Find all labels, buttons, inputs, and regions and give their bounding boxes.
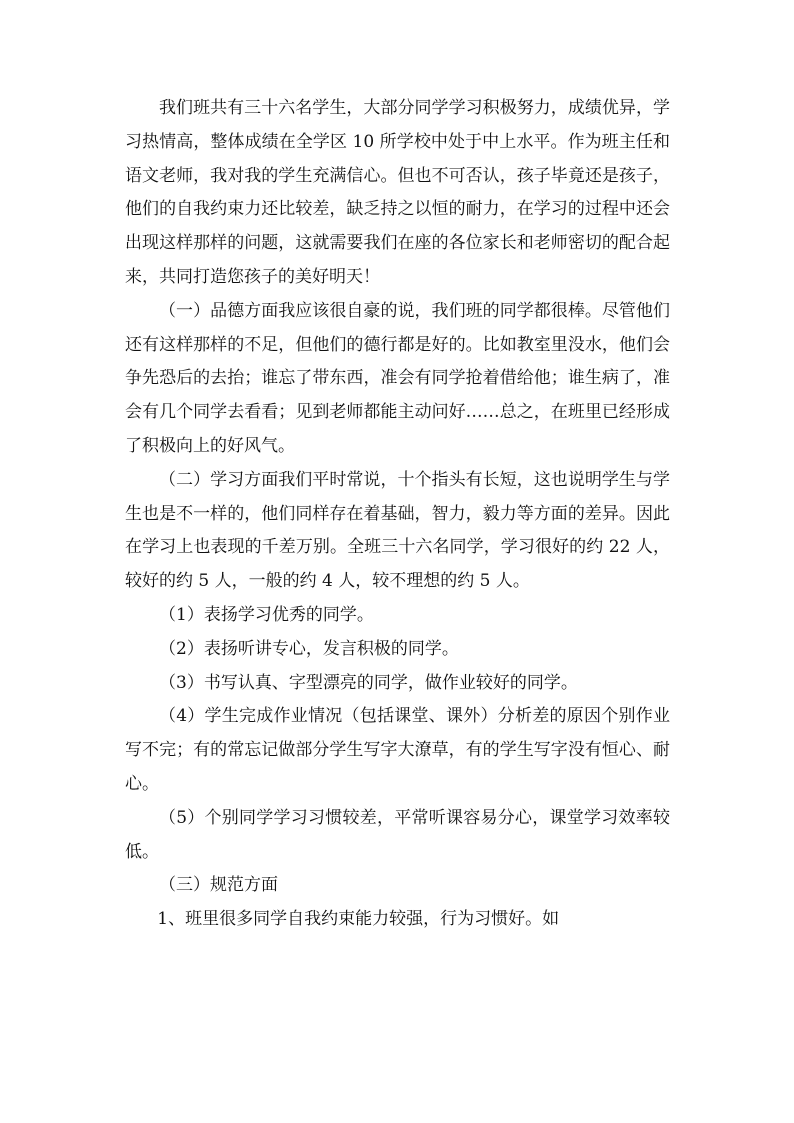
paragraph-study-aspect: （二）学习方面我们平时常说，十个指头有长短，这也说明学生与学生也是不一样的，他们同样存在着基础，智力，毅力等方面的差异。因此在学习上也表现的千差万别。全班三十六名同学，学习很好的约 22 人，较好的约 5 人，一般的约 4 人，较不理想的约 5 人。: [125, 469, 670, 592]
paragraph-norms-1: 1、班里很多同学自我约束能力较强，行为习惯好。如: [157, 909, 560, 930]
document-page: [125, 92, 670, 937]
list-item-2: （2）表扬听讲专心，发言积极的同学。: [159, 638, 459, 659]
list-item-1: （1）表扬学习优秀的同学。: [159, 604, 374, 625]
paragraph-moral-aspect: （一）品德方面我应该很自豪的说，我们班的同学都很棒。尽管他们还有这样那样的不足，但他们的德行都是好的。比如教室里没水，他们会争先恐后的去抬；谁忘了带东西，准会有同学抢着借给他；谁生病了，准会有几个同学去看看；见到老师都能主动问好……总之，在班里已经形成了积极向上的好风气。: [125, 300, 670, 456]
section-heading-norms: （三）规范方面: [159, 875, 278, 896]
paragraph-class-overview: 我们班共有三十六名学生，大部分同学学习积极努力，成绩优异，学习热情高，整体成绩在全学区 10 所学校中处于中上水平。作为班主任和语文老师，我对我的学生充满信心。但也不可否认，孩子毕竟还是孩子，他们的自我约束力还比较差，缺乏持之以恒的耐力，在学习的过程中还会出现这样那样的问题，这就需要我们在座的各位家长和老师密切的配合起来，共同打造您孩子的美好明天！: [125, 98, 670, 287]
list-item-5: （5）个别同学学习习惯较差，平常听课容易分心，课堂学习效率较低。: [125, 807, 670, 862]
list-item-3: （3）书写认真、字型漂亮的同学，做作业较好的同学。: [159, 672, 578, 693]
list-item-4: （4）学生完成作业情况（包括课堂、课外）分析差的原因个别作业写不完；有的常忘记做部分学生写字大潦草，有的学生写字没有恒心、耐心。: [125, 706, 670, 794]
